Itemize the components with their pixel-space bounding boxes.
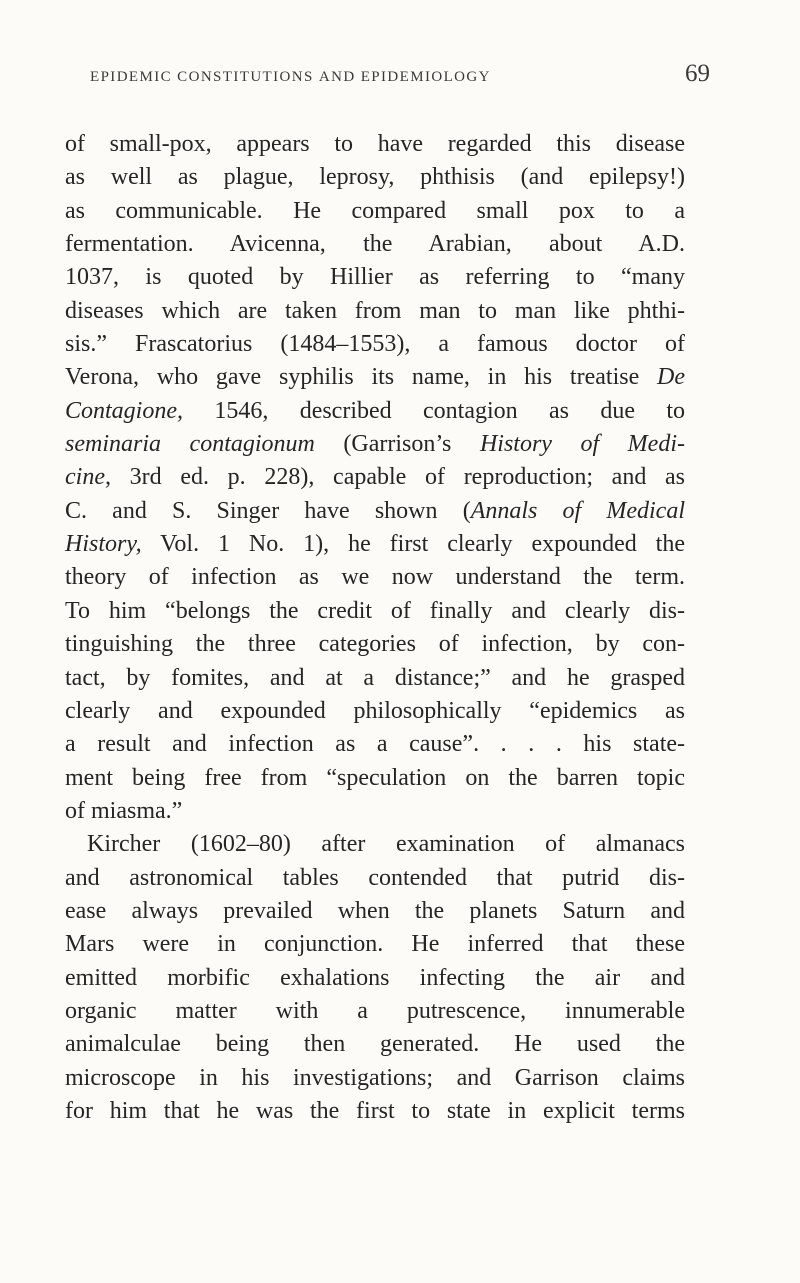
text-line [65, 795, 685, 828]
text-run: fermentation. Avicenna, the Arabian, about A.D. [65, 231, 685, 258]
text-run: diseases which are taken from man to man like phthi- [65, 297, 685, 324]
text-line [65, 328, 685, 361]
text-line [65, 461, 685, 494]
text-line [65, 628, 685, 661]
text-line [65, 161, 685, 194]
text-run: 3rd ed. p. 228), capable of reproduction; and as [110, 464, 685, 491]
italic-text-run: cine, [65, 464, 111, 491]
text-line [65, 928, 685, 961]
text-line [65, 528, 685, 561]
text-run: animalculae being then generated. He used the [65, 1031, 685, 1058]
text-run: sis.” Frascatorius (1484–1553), a famous doctor of [65, 331, 685, 358]
text-line [65, 495, 685, 528]
text-line [65, 695, 685, 728]
text-run: Mars were in conjunction. He inferred that these [65, 931, 685, 958]
text-run: organic matter with a putrescence, innumerable [65, 997, 685, 1024]
text-line [65, 595, 685, 628]
text-run: clearly and expounded philosophically “epidemics as [65, 697, 685, 724]
text-run: (Garrison’s [314, 431, 480, 458]
text-line [65, 1095, 685, 1128]
italic-text-run: History, [65, 531, 142, 558]
text-run: of small-pox, appears to have regarded this disease [65, 131, 685, 157]
page-number: 69 [685, 60, 710, 87]
text-line [65, 128, 685, 161]
text-run: 1037, is quoted by Hillier as referring to “many [65, 264, 685, 291]
body-text [65, 128, 685, 1128]
text-run: as well as plague, leprosy, phthisis (and epilepsy!) [65, 164, 685, 191]
text-run: emitted morbific exhalations infecting the air and [65, 964, 685, 991]
text-run: ease always prevailed when the planets Saturn and [65, 897, 685, 924]
text-line [65, 728, 685, 761]
text-line [65, 428, 685, 461]
italic-text-run: Contagione, [65, 397, 183, 424]
text-run: as communicable. He compared small pox to a [65, 197, 685, 224]
text-line [65, 195, 685, 228]
chapter-title: epidemic constitutions and epidemiology [90, 61, 491, 86]
text-run: a result and infection as a cause”. . . . his state- [65, 731, 685, 758]
text-line [65, 228, 685, 261]
text-line [65, 828, 685, 861]
text-line [65, 862, 685, 895]
text-run: Kircher (1602–80) after examination of almanacs [87, 831, 685, 858]
text-line [65, 895, 685, 928]
text-line [65, 1028, 685, 1061]
text-run: microscope in his investigations; and Garrison claims [65, 1064, 685, 1091]
text-run: tinguishing the three categories of infection, by con- [65, 631, 685, 658]
text-run: Vol. 1 No. 1), he first clearly expounded the [141, 531, 685, 558]
text-run: tact, by fomites, and at a distance;” and he grasped [65, 664, 685, 691]
text-run: and astronomical tables contended that putrid dis- [65, 864, 685, 891]
text-run: ment being free from “speculation on the barren topic [65, 764, 685, 791]
text-run: of miasma.” [65, 797, 183, 824]
text-run: To him “belongs the credit of finally and clearly dis- [65, 597, 685, 624]
text-line [65, 662, 685, 695]
text-run: 1546, described contagion as due to [183, 397, 685, 424]
text-line [65, 261, 685, 294]
text-line [65, 361, 685, 394]
italic-text-run: De [657, 364, 685, 391]
text-run: C. and S. Singer have shown ( [65, 497, 471, 524]
text-line [65, 295, 685, 328]
italic-text-run: History of Medi- [479, 431, 685, 458]
text-line [65, 561, 685, 594]
text-line [65, 762, 685, 795]
text-line [65, 995, 685, 1028]
text-line [65, 962, 685, 995]
italic-text-run: seminaria contagionum [65, 431, 315, 458]
running-head [90, 60, 710, 88]
text-line [65, 395, 685, 428]
text-run: theory of infection as we now understand the term. [65, 564, 685, 591]
text-line [65, 1062, 685, 1095]
italic-text-run: Annals of Medical [470, 497, 686, 524]
text-run: for him that he was the first to state in explicit terms [65, 1097, 685, 1124]
text-run: Verona, who gave syphilis its name, in his treatise [65, 364, 658, 391]
